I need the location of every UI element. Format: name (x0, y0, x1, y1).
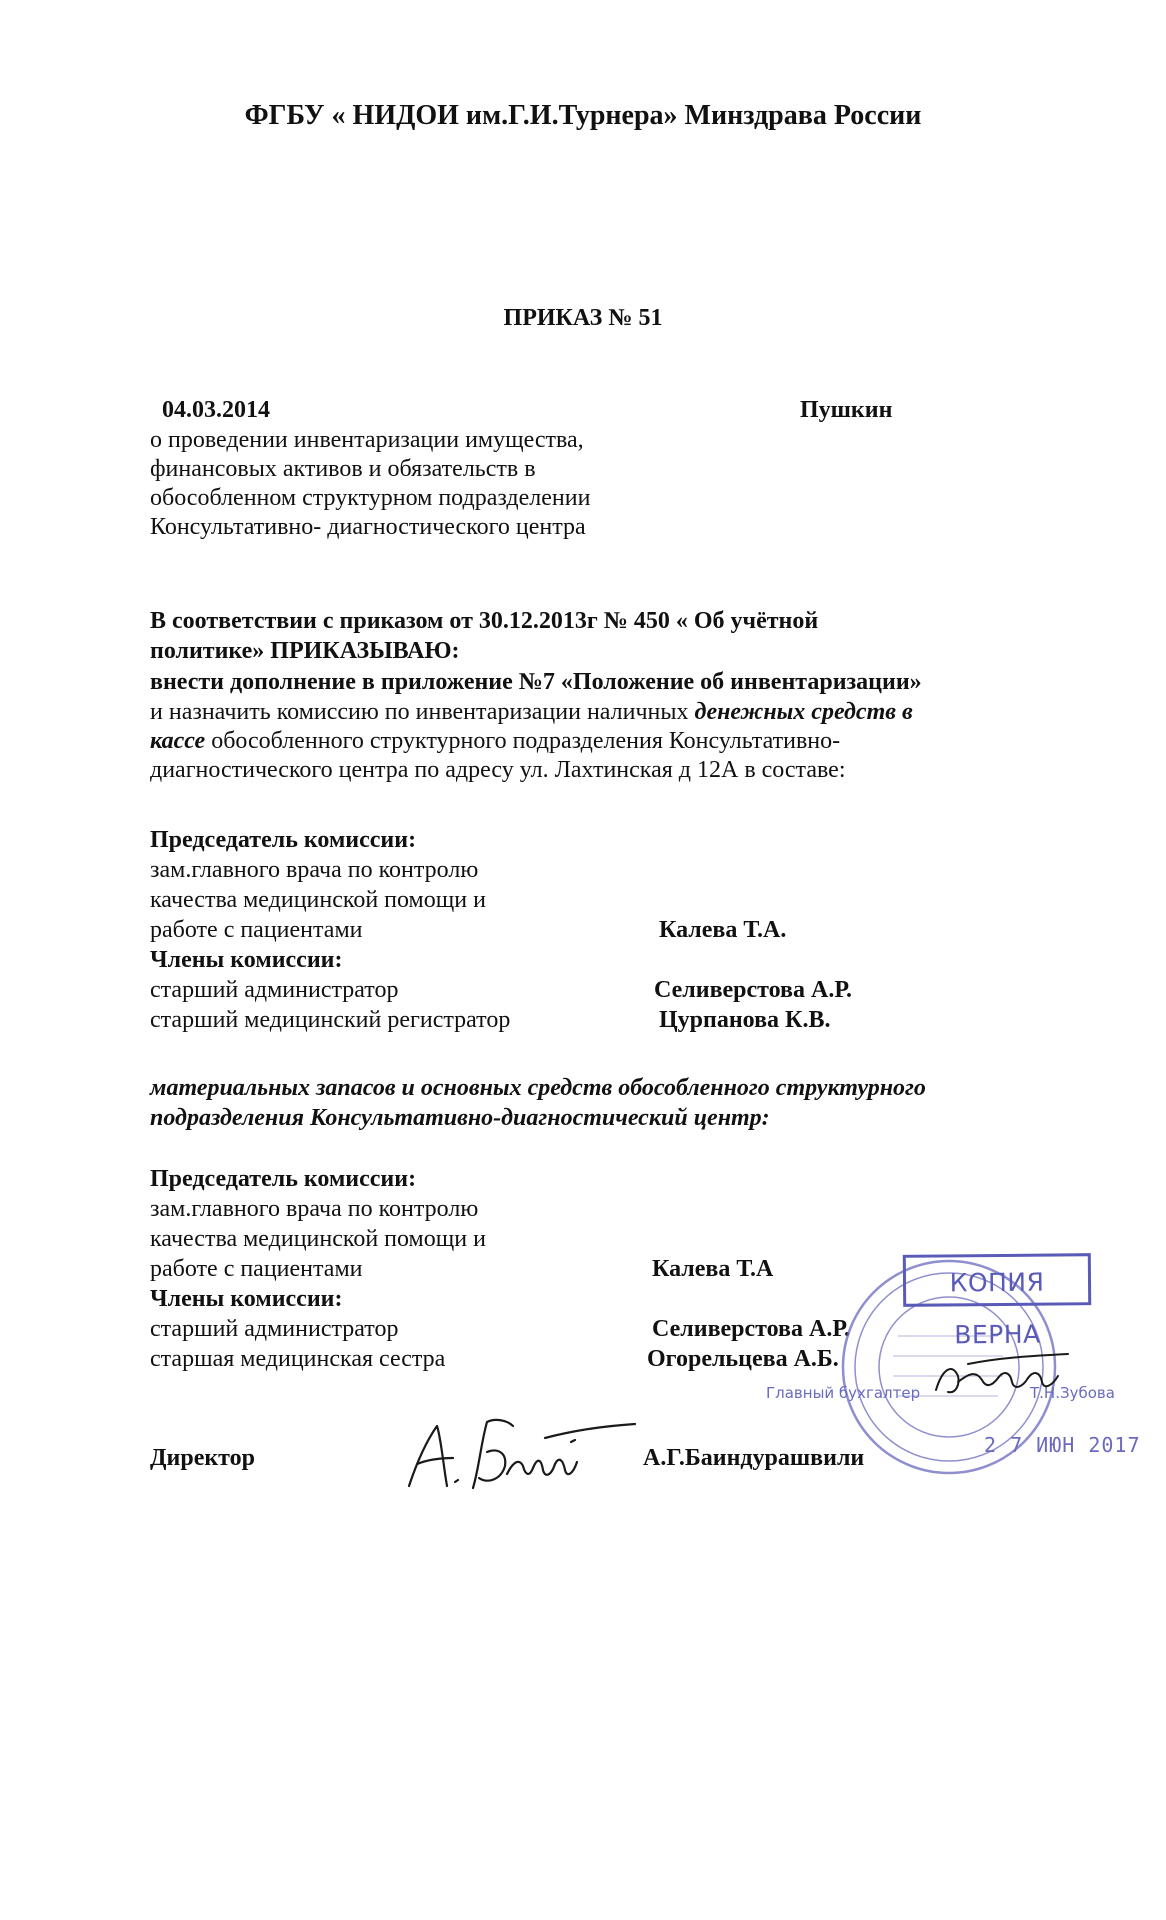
signatory-name: А.Г.Баиндурашвили (643, 1445, 865, 1471)
member-position: старший администратор (150, 1316, 399, 1342)
members-heading: Члены комиссии: (150, 947, 343, 973)
chair-position: зам.главного врача по контролю (150, 857, 479, 883)
preamble-line (150, 727, 840, 755)
chair-position: работе с пациентами (150, 917, 363, 943)
member-name: Цурпанова К.В. (659, 1007, 831, 1033)
member-position: старший медицинский регистратор (150, 1007, 511, 1033)
chair-name: Калева Т.А. (659, 917, 787, 943)
preamble-line (150, 698, 913, 726)
materials-heading: подразделения Консультативно-диагностический центр: (150, 1105, 770, 1131)
signatory-title: Директор (150, 1445, 255, 1471)
members-heading: Члены комиссии: (150, 1286, 343, 1312)
member-position: старшая медицинская сестра (150, 1346, 446, 1372)
preamble-line: В соответствии с приказом от 30.12.2013г № 450 « Об учётной (150, 608, 819, 634)
chair-position: качества медицинской помощи и (150, 887, 486, 913)
member-name: Селиверстова А.Р. (652, 1316, 851, 1342)
preamble-line: диагностического центра по адресу ул. Лахтинская д 12А в составе: (150, 757, 846, 783)
preamble-emphasis: денежных средств в (694, 699, 913, 725)
copy-certified-stamp: КОПИЯ ВЕРНА (903, 1253, 1091, 1307)
accountant-name: Т.Н.Зубова (1030, 1384, 1115, 1402)
preamble-emphasis: кассе (150, 728, 206, 754)
chair-name: Калева Т.А (652, 1256, 774, 1282)
director-signature (395, 1408, 645, 1498)
order-city: Пушкин (800, 397, 893, 423)
chair-position: зам.главного врача по контролю (150, 1196, 479, 1222)
chair-position: работе с пациентами (150, 1256, 363, 1282)
chair-heading: Председатель комиссии: (150, 1166, 417, 1192)
preamble-text: и назначить комиссию по инвентаризации наличных (150, 699, 695, 725)
subject-line: о проведении инвентаризации имущества, (150, 427, 584, 453)
member-name: Огорельцева А.Б. (647, 1346, 839, 1372)
chair-heading: Председатель комиссии: (150, 827, 417, 853)
accountant-signature (928, 1350, 1078, 1410)
stamp-date: 2 7 ИЮН 2017 (984, 1433, 1141, 1457)
chair-position: качества медицинской помощи и (150, 1226, 486, 1252)
accountant-title: Главный бухгалтер (766, 1384, 921, 1402)
order-title: ПРИКАЗ № 51 (503, 305, 663, 331)
preamble-line: внести дополнение в приложение №7 «Положение об инвентаризации» (150, 669, 922, 695)
preamble-text: обособленного структурного подразделения Консультативно- (205, 728, 841, 754)
organization-title: ФГБУ « НИДОИ им.Г.И.Турнера» Минздрава России (244, 100, 922, 131)
subject-line: обособленном структурном подразделении (150, 485, 591, 511)
member-name: Селиверстова А.Р. (654, 977, 853, 1003)
preamble-line: политике» ПРИКАЗЫВАЮ: (150, 638, 460, 664)
subject-line: Консультативно- диагностического центра (150, 514, 586, 540)
member-position: старший администратор (150, 977, 399, 1003)
order-date: 04.03.2014 (162, 397, 270, 423)
materials-heading: материальных запасов и основных средств обособленного структурного (150, 1075, 926, 1101)
subject-line: финансовых активов и обязательств в (150, 456, 536, 482)
